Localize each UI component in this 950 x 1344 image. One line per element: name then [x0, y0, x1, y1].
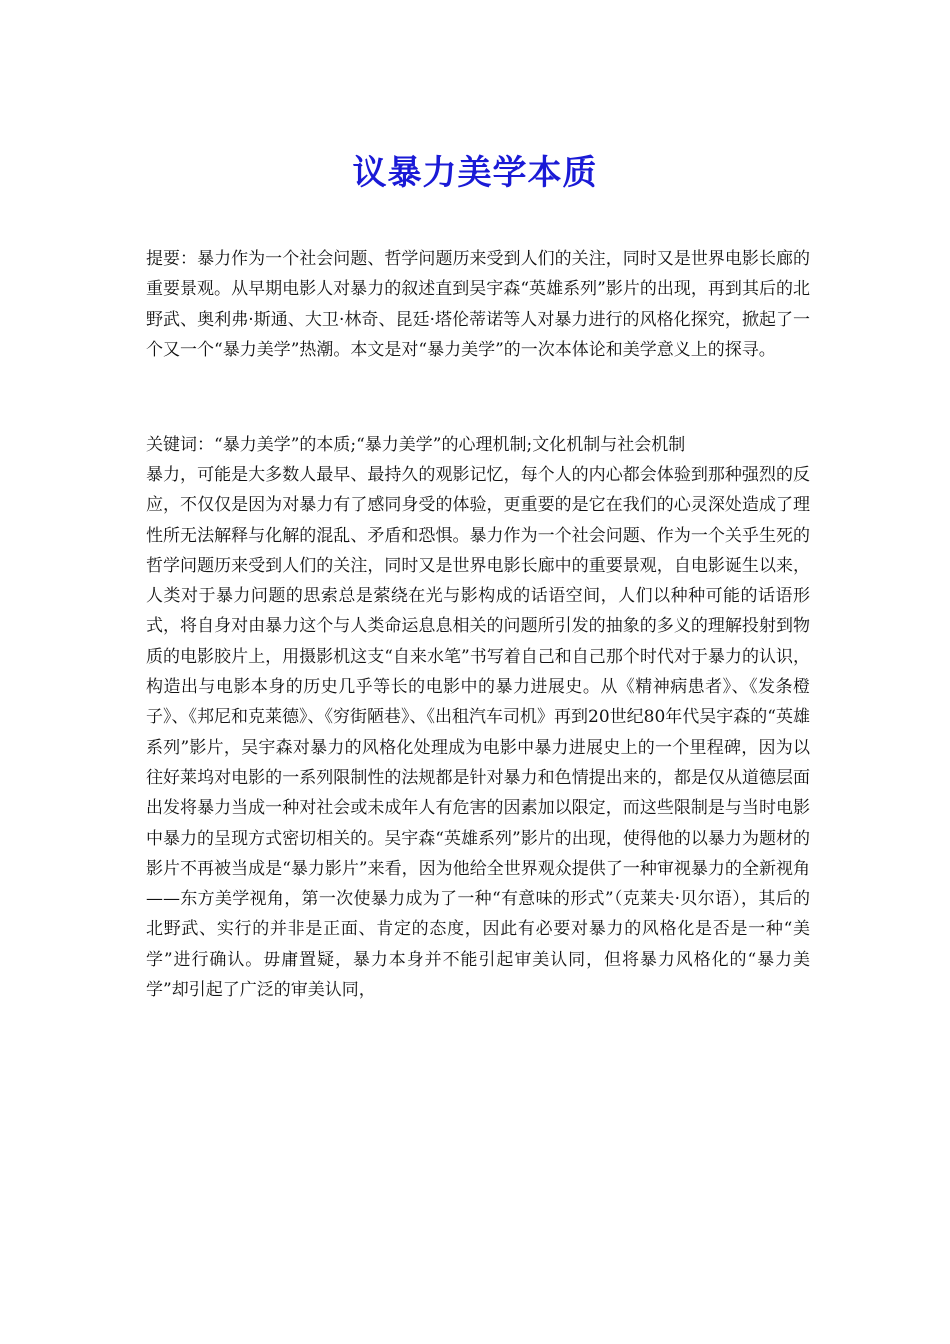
abstract-paragraph: 提要：暴力作为一个社会问题、哲学问题历来受到人们的关注，同时又是世界电影长廊的重要景观。从早期电影人对暴力的叙述直到吴宇森“英雄系列”影片的出现，再到其后的北野武、奥利弗·斯通、大卫·林奇、昆廷·塔伦蒂诺等人对暴力进行的风格化探究，掀起了一个又一个“暴力美学”热潮。本文是对“暴力美学”的一次本体论和美学意义上的探寻。 [146, 249, 810, 360]
keywords-line: 关键词：“暴力美学”的本质;“暴力美学”的心理机制;文化机制与社会机制 [146, 435, 686, 455]
document-title: 议暴力美学本质 [352, 152, 598, 193]
body-paragraph: 暴力，可能是大多数人最早、最持久的观影记忆，每个人的内心都会体验到那种强烈的反应，不仅仅是因为对暴力有了感同身受的体验，更重要的是它在我们的心灵深处造成了理性所无法解释与化解的混乱、矛盾和恐惧。暴力作为一个社会问题、作为一个关乎生死的哲学问题历来受到人们的关注，同时又是世界电影长廊中的重要景观，自电影诞生以来，人类对于暴力问题的思索总是萦绕在光与影构成的话语空间，人们以种种可能的话语形式，将自身对由暴力这个与人类命运息息相关的问题所引发的抽象的多义的理解投射到物质的电影胶片上，用摄影机这支“自来水笔”书写着自己和自己那个时代对于暴力的认识，构造出与电影本身的历史几乎等长的电影中的暴力进展史。从《精神病患者》、《发条橙子》、《邦尼和克莱德》、《穷街陋巷》、《出租汽车司机》再到20世纪80年代吴宇森的“英雄系列”影片，吴宇森对暴力的风格化处理成为电影中暴力进展史上的一个里程碑，因为以往好莱坞对电影的一系列限制性的法规都是针对暴力和色情提出来的，都是仅从道德层面出发将暴力当成一种对社会或未成年人有危害的因素加以限定，而这些限制是与当时电影中暴力的呈现方式密切相关的。吴宇森“英雄系列”影片的出现，使得他的以暴力为题材的影片不再被当成是“暴力影片”来看，因为他给全世界观众提供了一种审视暴力的全新视角——东方美学视角，第一次使暴力成为了一种“有意味的形式”（克莱夫·贝尔语），其后的北野武、实行的并非是正面、肯定的态度，因此有必要对暴力的风格化是否是一种“美学”进行确认。毋庸置疑，暴力本身并不能引起审美认同，但将暴力风格化的“暴力美学”却引起了广泛的审美认同， [146, 465, 810, 1001]
